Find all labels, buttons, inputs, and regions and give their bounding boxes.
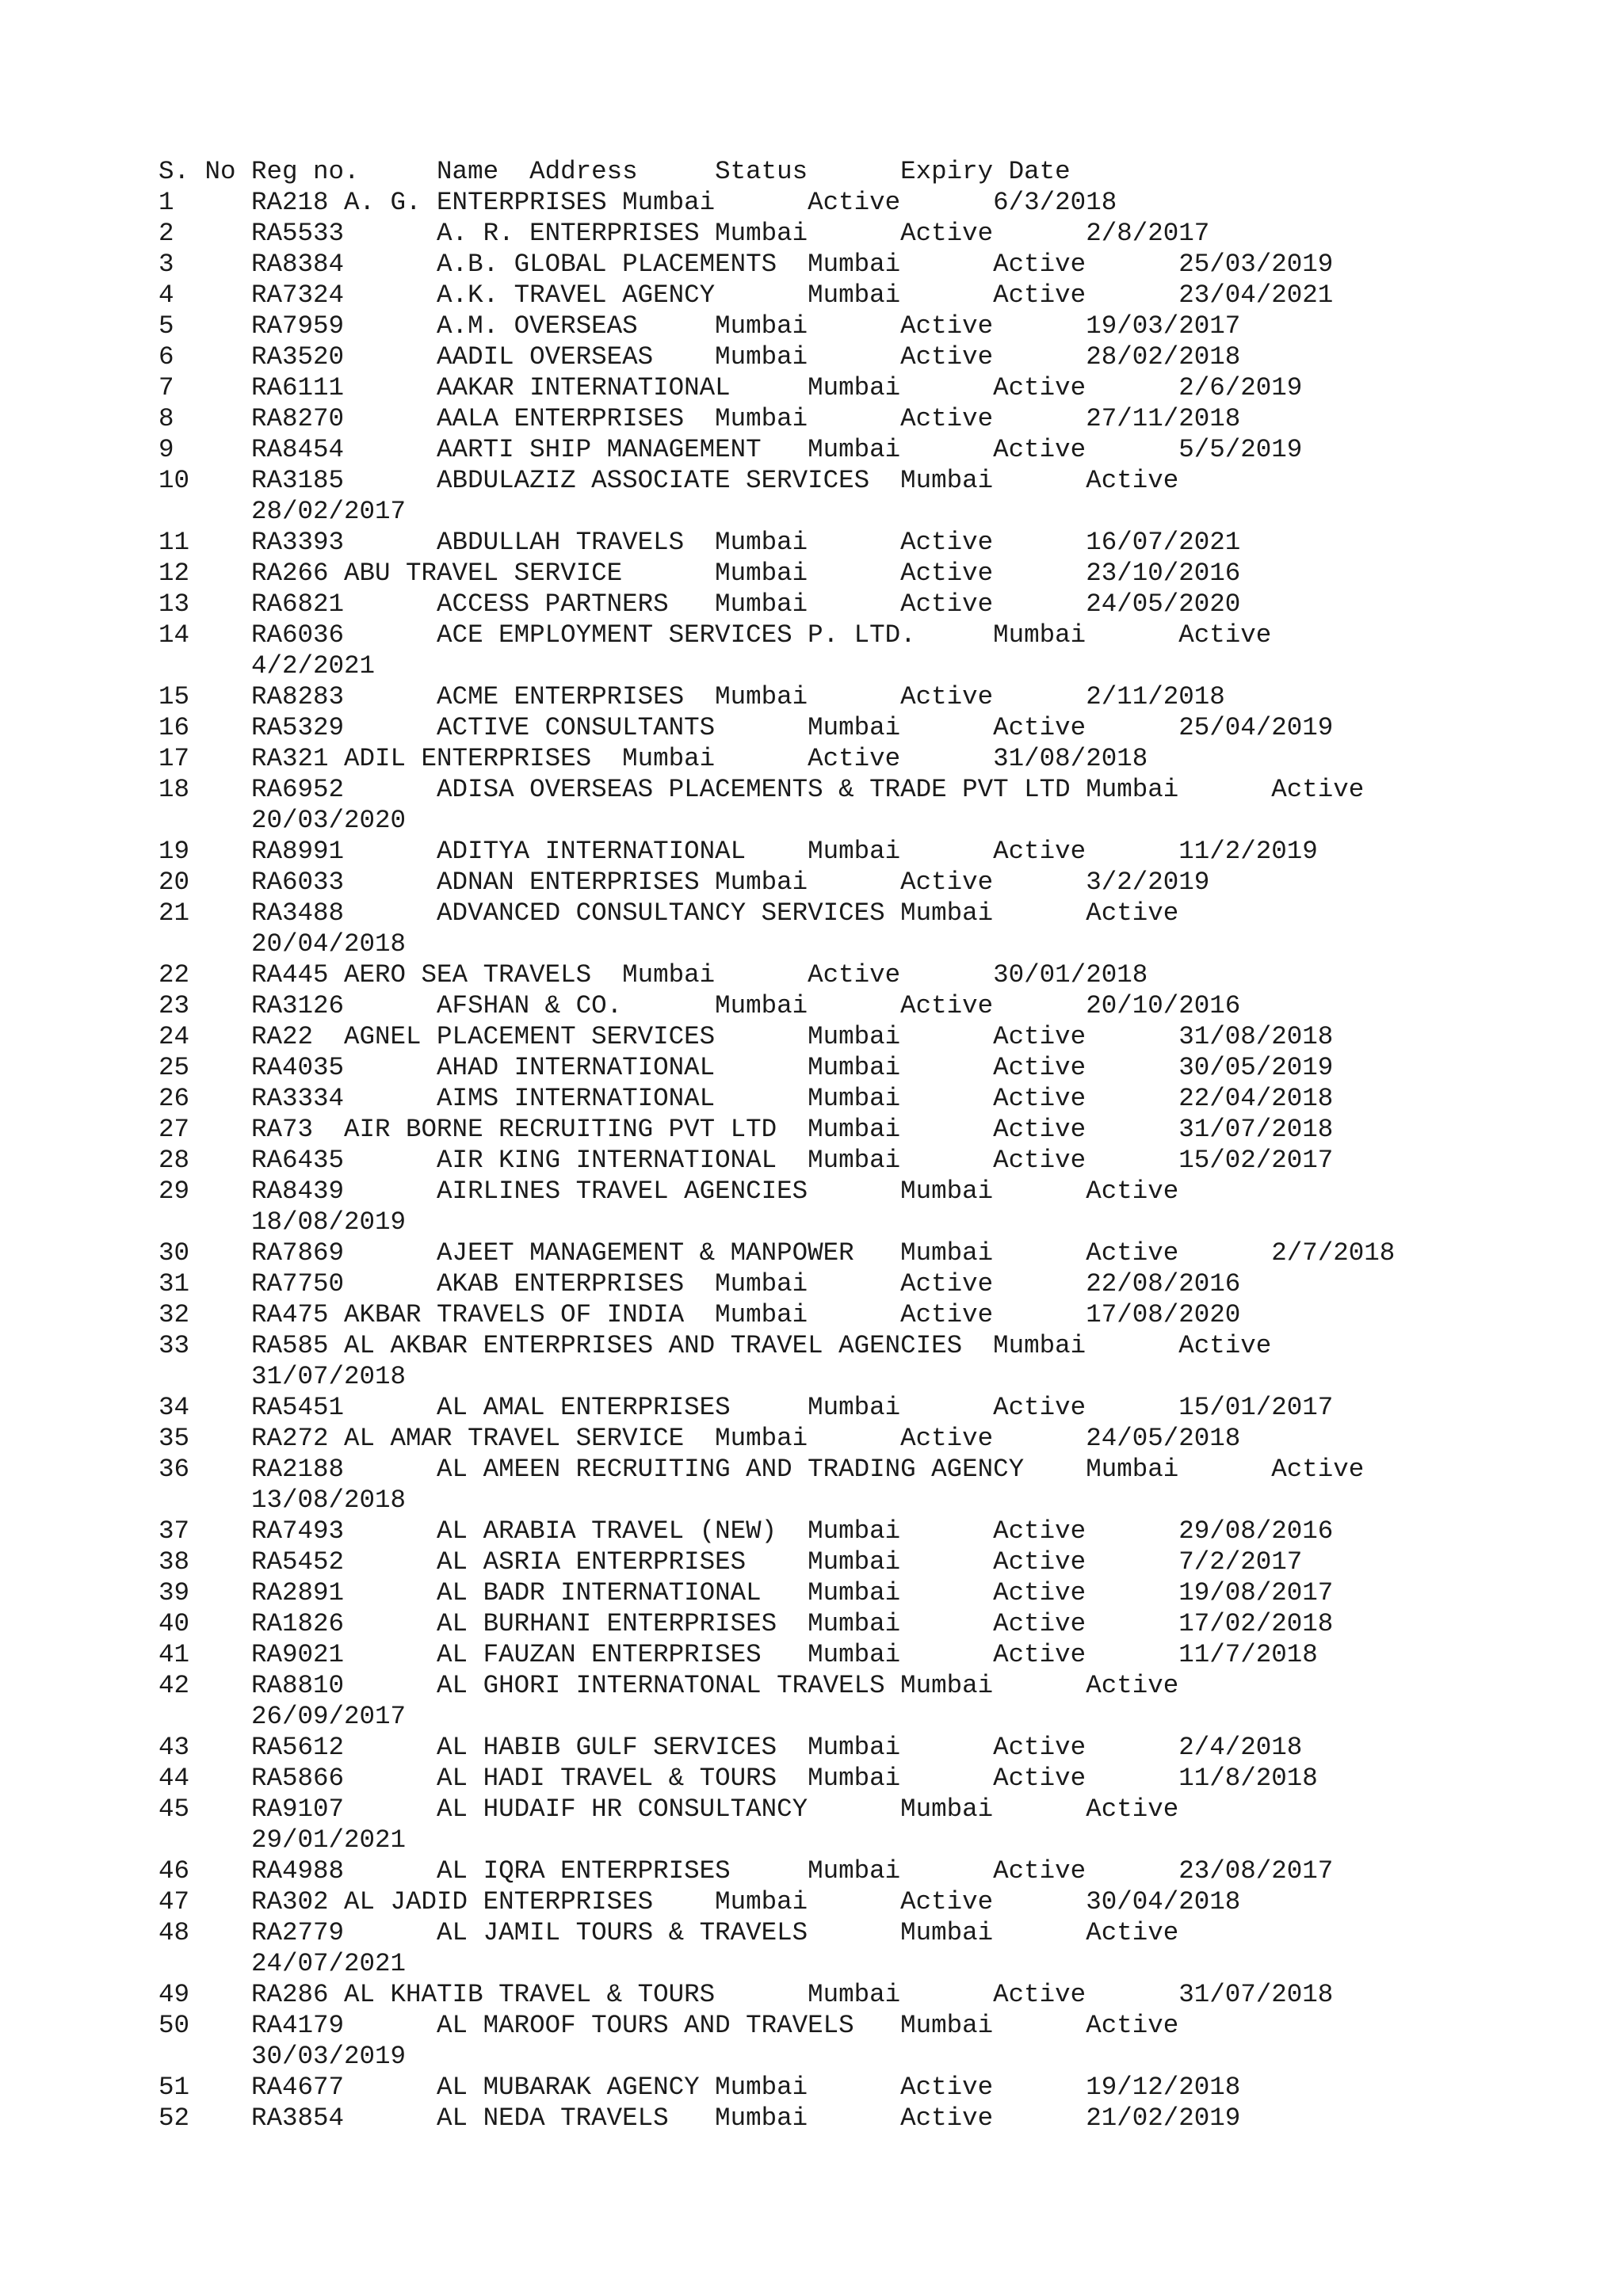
list-line: 43 RA5612 AL HABIB GULF SERVICES Mumbai Active 2/4/2018 [158,1733,1303,1762]
list-line: 7 RA6111 AAKAR INTERNATIONAL Mumbai Active 2/6/2019 [158,373,1303,402]
list-line: 26 RA3334 AIMS INTERNATIONAL Mumbai Active 22/04/2018 [158,1084,1334,1113]
list-line: 37 RA7493 AL ARABIA TRAVEL (NEW) Mumbai Active 29/08/2016 [158,1516,1334,1546]
list-line: 36 RA2188 AL AMEEN RECRUITING AND TRADING AGENCY Mumbai Active [158,1455,1365,1484]
list-line: 48 RA2779 AL JAMIL TOURS & TRAVELS Mumbai Active [158,1918,1179,1947]
list-line: 29/01/2021 [158,1825,407,1855]
list-line: 6 RA3520 AADIL OVERSEAS Mumbai Active 28/02/2018 [158,342,1241,372]
list-line: 27 RA73 AIR BORNE RECRUITING PVT LTD Mumbai Active 31/07/2018 [158,1115,1334,1144]
list-line: 12 RA266 ABU TRAVEL SERVICE Mumbai Active 23/10/2016 [158,559,1241,588]
list-line: 28/02/2017 [158,497,407,526]
agency-list-text [158,156,1395,2134]
list-line: 46 RA4988 AL IQRA ENTERPRISES Mumbai Active 23/08/2017 [158,1856,1334,1886]
list-line: 31/07/2018 [158,1362,407,1391]
list-line: 49 RA286 AL KHATIB TRAVEL & TOURS Mumbai Active 31/07/2018 [158,1980,1334,2009]
list-line: 4 RA7324 A.K. TRAVEL AGENCY Mumbai Active 23/04/2021 [158,280,1334,310]
list-line: 10 RA3185 ABDULAZIZ ASSOCIATE SERVICES Mumbai Active [158,466,1179,495]
list-line: 18 RA6952 ADISA OVERSEAS PLACEMENTS & TRADE PVT LTD Mumbai Active [158,775,1365,804]
list-line: 30 RA7869 AJEET MANAGEMENT & MANPOWER Mumbai Active 2/7/2018 [158,1238,1396,1268]
list-line: 24 RA22 AGNEL PLACEMENT SERVICES Mumbai Active 31/08/2018 [158,1022,1334,1051]
list-line: 31 RA7750 AKAB ENTERPRISES Mumbai Active 22/08/2016 [158,1269,1241,1299]
list-line: 41 RA9021 AL FAUZAN ENTERPRISES Mumbai Active 11/7/2018 [158,1640,1318,1669]
list-line: 16 RA5329 ACTIVE CONSULTANTS Mumbai Active 25/04/2019 [158,713,1334,742]
list-line: 32 RA475 AKBAR TRAVELS OF INDIA Mumbai Active 17/08/2020 [158,1300,1241,1329]
list-line: 39 RA2891 AL BADR INTERNATIONAL Mumbai Active 19/08/2017 [158,1578,1334,1608]
list-line: 3 RA8384 A.B. GLOBAL PLACEMENTS Mumbai Active 25/03/2019 [158,250,1334,279]
list-line: 26/09/2017 [158,1702,407,1731]
list-line: 14 RA6036 ACE EMPLOYMENT SERVICES P. LTD. Mumbai Active [158,620,1272,650]
list-line: 51 RA4677 AL MUBARAK AGENCY Mumbai Active 19/12/2018 [158,2073,1241,2102]
list-line: 29 RA8439 AIRLINES TRAVEL AGENCIES Mumbai Active [158,1177,1179,1206]
list-line: 34 RA5451 AL AMAL ENTERPRISES Mumbai Active 15/01/2017 [158,1393,1334,1422]
list-line: 15 RA8283 ACME ENTERPRISES Mumbai Active 2/11/2018 [158,682,1225,711]
list-line: 25 RA4035 AHAD INTERNATIONAL Mumbai Active 30/05/2019 [158,1053,1334,1082]
list-line: 13/08/2018 [158,1486,407,1515]
list-line: 20 RA6033 ADNAN ENTERPRISES Mumbai Active 3/2/2019 [158,868,1210,897]
list-line: 20/03/2020 [158,806,407,835]
list-line: 5 RA7959 A.M. OVERSEAS Mumbai Active 19/03/2017 [158,311,1241,341]
list-line: 13 RA6821 ACCESS PARTNERS Mumbai Active 24/05/2020 [158,589,1241,619]
list-line: 33 RA585 AL AKBAR ENTERPRISES AND TRAVEL AGENCIES Mumbai Active [158,1331,1272,1360]
list-line: 42 RA8810 AL GHORI INTERNATONAL TRAVELS Mumbai Active [158,1671,1179,1700]
list-line: 47 RA302 AL JADID ENTERPRISES Mumbai Active 30/04/2018 [158,1887,1241,1917]
list-line: 2 RA5533 A. R. ENTERPRISES Mumbai Active 2/8/2017 [158,219,1210,248]
list-line: 35 RA272 AL AMAR TRAVEL SERVICE Mumbai Active 24/05/2018 [158,1424,1241,1453]
list-line: 4/2/2021 [158,651,376,681]
list-line: 11 RA3393 ABDULLAH TRAVELS Mumbai Active 16/07/2021 [158,528,1241,557]
list-line: 20/04/2018 [158,929,407,959]
list-line: 23 RA3126 AFSHAN & CO. Mumbai Active 20/10/2016 [158,991,1241,1020]
list-line: 50 RA4179 AL MAROOF TOURS AND TRAVELS Mumbai Active [158,2011,1179,2040]
list-line: 22 RA445 AERO SEA TRAVELS Mumbai Active 30/01/2018 [158,960,1148,990]
list-line: 38 RA5452 AL ASRIA ENTERPRISES Mumbai Active 7/2/2017 [158,1547,1303,1577]
list-line: 1 RA218 A. G. ENTERPRISES Mumbai Active 6/3/2018 [158,188,1117,217]
list-line: 52 RA3854 AL NEDA TRAVELS Mumbai Active 21/02/2019 [158,2103,1241,2133]
list-line: 44 RA5866 AL HADI TRAVEL & TOURS Mumbai Active 11/8/2018 [158,1764,1318,1793]
list-line: 9 RA8454 AARTI SHIP MANAGEMENT Mumbai Active 5/5/2019 [158,435,1303,464]
list-line: 28 RA6435 AIR KING INTERNATIONAL Mumbai Active 15/02/2017 [158,1146,1334,1175]
list-line: 40 RA1826 AL BURHANI ENTERPRISES Mumbai Active 17/02/2018 [158,1609,1334,1638]
list-body [158,188,1395,2133]
list-line: 19 RA8991 ADITYA INTERNATIONAL Mumbai Active 11/2/2019 [158,837,1318,866]
list-line: 17 RA321 ADIL ENTERPRISES Mumbai Active 31/08/2018 [158,744,1148,773]
list-line: 8 RA8270 AALA ENTERPRISES Mumbai Active 27/11/2018 [158,404,1241,433]
list-line: 18/08/2019 [158,1207,407,1237]
list-line: 45 RA9107 AL HUDAIF HR CONSULTANCY Mumbai Active [158,1794,1179,1824]
list-line: 24/07/2021 [158,1949,407,1978]
list-header: S. No Reg no. Name Address Status Expiry Date [158,157,1071,186]
list-line: 21 RA3488 ADVANCED CONSULTANCY SERVICES Mumbai Active [158,898,1179,928]
list-line: 30/03/2019 [158,2042,407,2071]
